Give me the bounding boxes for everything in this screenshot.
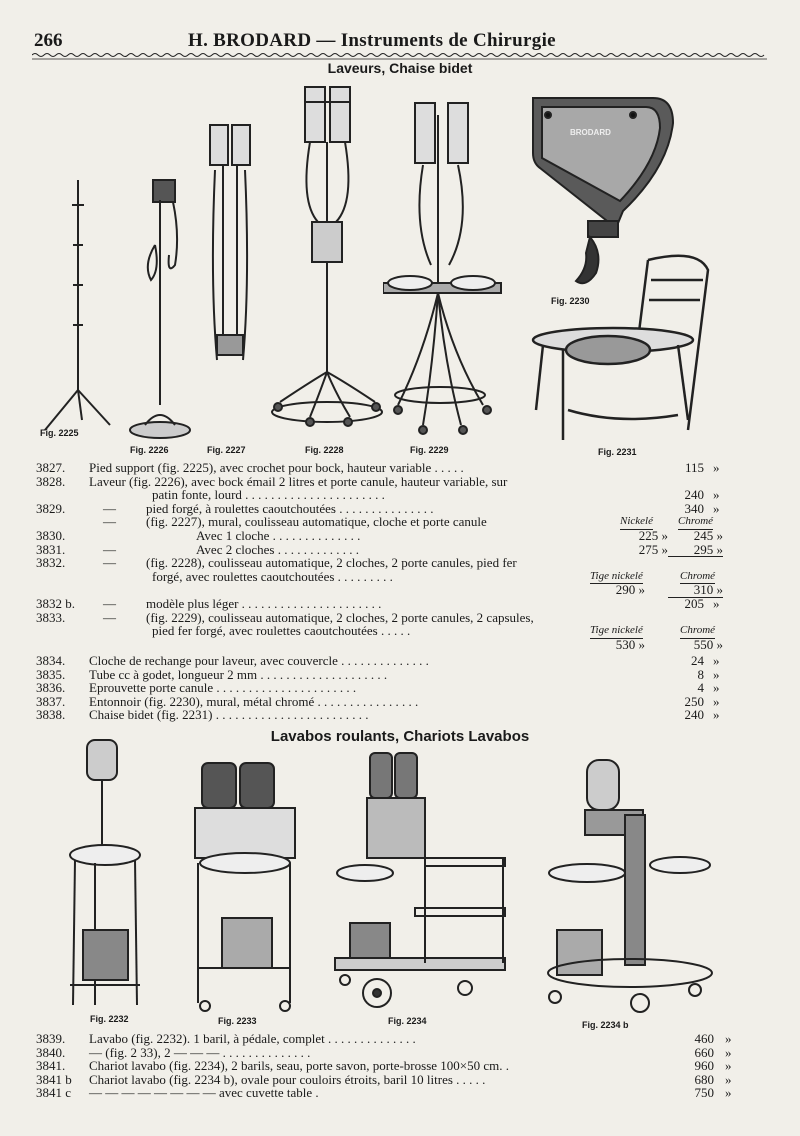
list-item: pied fer forgé, avec roulettes caoutchoutées . . . . . Tige nickelé Chromé	[152, 623, 716, 639]
list-item: 3834. Cloche de rechange pour laveur, avec couvercle . . . . . . . . . . . . . . 24 »	[36, 653, 720, 668]
section-title-laveurs: Laveurs, Chaise bidet	[327, 60, 473, 76]
fig-label-2234b: Fig. 2234 b	[582, 1020, 629, 1030]
illustration-laveur-2-cloches	[270, 82, 385, 442]
list-item: — (fig. 2227), mural, coulisseau automatique, cloche et porte canule Nickelé Chromé	[103, 514, 714, 530]
fig-label-2227: Fig. 2227	[207, 445, 246, 455]
list-item: 3841. Chariot lavabo (fig. 2234), 2 barils, seau, porte savon, porte-brosse 100×50 cm. . 960 »	[36, 1058, 732, 1074]
illustration-lavabo-2-barils	[190, 758, 305, 1013]
list-item: forgé, avec roulettes caoutchoutées . . . . . . . . . Tige nickelé Chromé	[152, 568, 716, 584]
section-title-lavabos: Lavabos roulants, Chariots Lavabos	[270, 728, 530, 745]
list-item: 3829. — pied forgé, à roulettes caoutchoutées . . . . . . . . . . . . . . . 340 »	[36, 500, 720, 516]
list-item: 3827. Pied support (fig. 2225), avec crochet pour bock, hauteur variable . . . . . 115 »	[36, 460, 720, 475]
list-item: 290 » 310 »	[615, 582, 723, 598]
page-header: H. BRODARD — Instruments de Chirurgie	[188, 30, 556, 51]
list-item: 3840. — (fig. 2 33), 2 — — — . . . . . . . . . . . . . . 660 »	[36, 1044, 732, 1060]
fig-label-2231: Fig. 2231	[598, 447, 637, 457]
illustration-chariot-lavabo	[325, 748, 510, 1010]
illustration-lavabo	[65, 735, 145, 1015]
list-item: 3837. Entonnoir (fig. 2230), mural, métal chromé . . . . . . . . . . . . . . . . 250 »	[36, 693, 720, 709]
illustration-chariot-ovale	[545, 755, 715, 1015]
fig-label-2232: Fig. 2232	[90, 1014, 129, 1024]
illustration-laveur-mural	[205, 120, 260, 385]
price-list-lavabos	[0, 1032, 800, 1100]
illustration-laveur-bock	[125, 175, 195, 440]
list-item: 3831. — Avec 2 cloches . . . . . . . . . . . . . 275 » 295 »	[36, 541, 723, 557]
fig-label-2234: Fig. 2234	[388, 1016, 427, 1026]
fig-label-2228: Fig. 2228	[305, 445, 344, 455]
fig-label-2230: Fig. 2230	[551, 296, 590, 306]
illustration-pied-support	[40, 175, 120, 440]
list-item: 3830. Avec 1 cloche . . . . . . . . . . . . . . 225 » 245 »	[36, 527, 723, 543]
list-item: 3835. Tube cc à godet, longueur 2 mm . . . . . . . . . . . . . . . . . . . . 8 »	[36, 666, 720, 682]
fig-label-2233: Fig. 2233	[218, 1016, 257, 1026]
list-item: 3841 c — — — — — — — — avec cuvette table . 750 »	[36, 1085, 732, 1101]
list-item: 3838. Chaise bidet (fig. 2231) . . . . . . . . . . . . . . . . . . . . . . . . 240 »	[36, 707, 720, 723]
header-rule	[32, 52, 767, 60]
illustration-laveur-table	[383, 95, 503, 440]
list-item: 3832. — (fig. 2228), coulisseau automatique, 2 cloches, 2 porte canules, pied fer	[36, 555, 517, 571]
list-item: 3839. Lavabo (fig. 2232). 1 baril, à pédale, complet . . . . . . . . . . . . . . 460 »	[36, 1031, 732, 1046]
price-list-accessoires	[0, 654, 800, 722]
illustration-chaise-bidet	[528, 250, 713, 445]
fig-label-2225: Fig. 2225	[40, 428, 79, 438]
fig-label-2226: Fig. 2226	[130, 445, 169, 455]
list-item: 3832 b. — modèle plus léger . . . . . . . . . . . . . . . . . . . . . . 205 »	[36, 595, 720, 611]
funnel-brand: BRODARD	[570, 128, 611, 137]
list-item: 530 » 550 »	[615, 636, 723, 652]
list-item: patin fonte, lourd . . . . . . . . . . . . . . . . . . . . . . 240 »	[152, 487, 720, 503]
fig-label-2229: Fig. 2229	[410, 445, 449, 455]
page-number: 266	[34, 30, 63, 51]
list-item: 3836. Eprouvette porte canule . . . . . . . . . . . . . . . . . . . . . . 4 »	[36, 680, 720, 696]
list-item: 3841 b Chariot lavabo (fig. 2234 b), ovale pour couloirs étroits, baril 10 litres . . . . . 680 »	[36, 1071, 732, 1087]
price-list-laveurs	[0, 461, 800, 651]
list-item: 3833. — (fig. 2229), coulisseau automatique, 2 cloches, 2 porte canules, 2 capsules,	[36, 609, 534, 625]
list-item: 3828. Laveur (fig. 2226), avec bock émail 2 litres et porte canule, hauteur variable, sur	[36, 473, 508, 489]
